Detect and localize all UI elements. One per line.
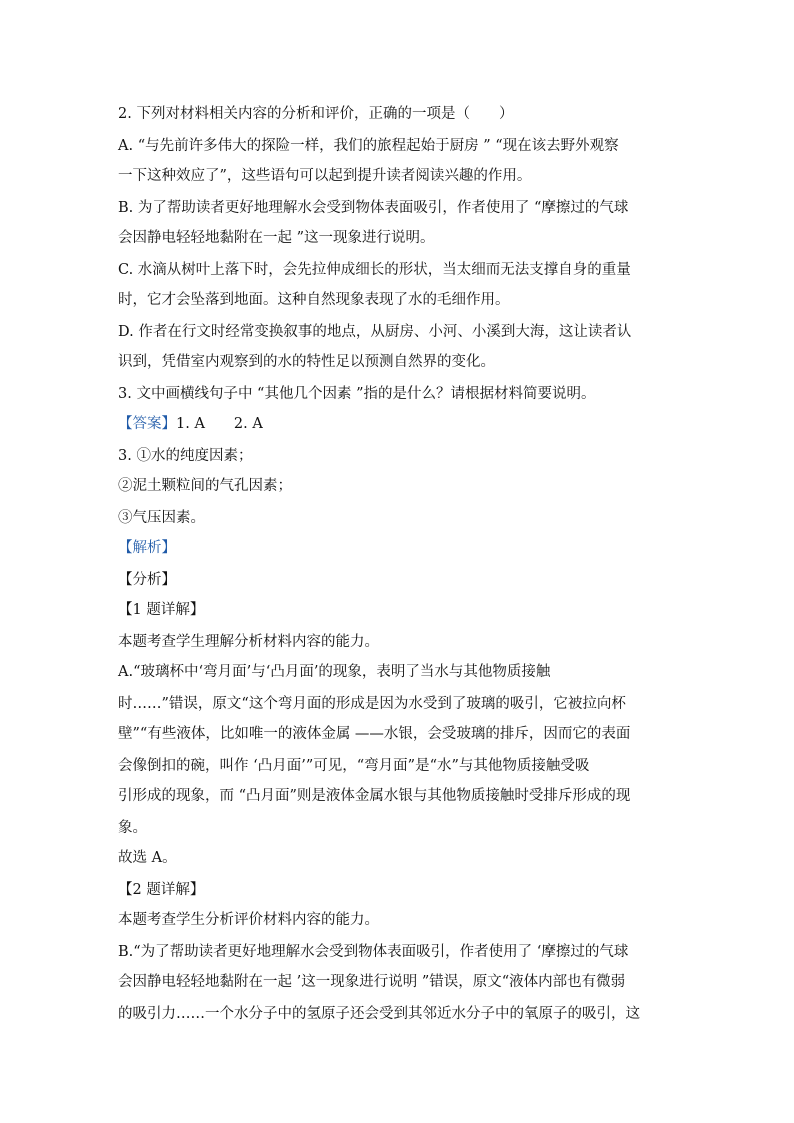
option-c-line-2: 时，它才会坠落到地面。这种自然现象表现了水的毛细作用。 [118,292,510,308]
answer-tag: 【答案】 [118,416,176,432]
option-c-line-1: C. 水滴从树叶上落下时，会先拉伸成细长的形状，当太细而无法支撑自身的重量 [118,262,631,278]
option-a-line-1: A. “与先前许多伟大的探险一样，我们的旅程起始于厨房 ” “现在该去野外观察 [118,138,619,154]
option-a-line-2: 一下这种效应了”，这些语句可以起到提升读者阅读兴趣的作用。 [118,168,532,184]
q1-line-4: 壁”“有些液体，比如唯一的液体金属 ——水银，会受玻璃的排斥，因而它的表面 [118,726,631,742]
option-d-line-2: 识到，凭借室内观察到的水的特性足以预测自然界的变化。 [118,354,495,370]
q1-line-3: 时……”错误，原文“这个弯月面的形成是因为水受到了玻璃的吸引，它被拉向杯 [118,696,626,712]
answer-3-line-1: 3. ①水的纯度因素； [118,448,253,464]
option-b-line-2: 会因静电轻轻地黏附在一起 ”这一现象进行说明。 [118,230,435,246]
answer-line [118,414,263,434]
q1-line-1: 本题考查学生理解分析材料内容的能力。 [118,634,379,650]
option-b-line-1: B. 为了帮助读者更好地理解水会受到物体表面吸引，作者使用了 “摩擦过的气球 [118,200,629,216]
q1-line-5: 会像倒扣的碗，叫作 ‘凸月面’”可见，“弯月面”是“水”与其他物质接触受吸 [118,758,590,774]
q2-line-4: 的吸引力……一个水分子中的氢原子还会受到其邻近水分子中的氧原子的吸引，这 [118,1006,640,1022]
answer-3-line-2: ②泥土颗粒间的气孔因素； [118,478,292,494]
q2-line-3: 会因静电轻轻地黏附在一起 ’这一现象进行说明 ”错误，原文“液体内部也有微弱 [118,974,626,990]
question-3: 3. 文中画横线句子中 “其他几个因素 ”指的是什么？请根据材料简要说明。 [118,386,596,402]
q1-heading: 【1 题详解】 [118,602,205,618]
analysis-tag: 【解析】 [118,540,176,556]
question-2: 2. 下列对材料相关内容的分析和评价，正确的一项是（ ） [118,106,514,122]
q2-line-2: B.“为了帮助读者更好地理解水会受到物体表面吸引，作者使用了 ‘摩擦过的气球 [118,944,629,960]
q1-line-2: A.“玻璃杯中‘弯月面’与‘凸月面’的现象，表明了当水与其他物质接触 [118,664,551,680]
q1-line-7: 象。 [118,820,147,836]
answer-3-line-3: ③气压因素。 [118,510,205,526]
fenxi-heading: 【分析】 [118,572,176,588]
q1-line-6: 引形成的现象，而 “凸月面”则是液体金属水银与其他物质接触时受排斥形成的现 [118,788,631,804]
q1-line-8: 故选 A。 [118,850,177,866]
q2-line-1: 本题考查学生分析评价材料内容的能力。 [118,912,379,928]
q2-heading: 【2 题详解】 [118,882,205,898]
answer-text: 1. A 2. A [176,416,263,432]
option-d-line-1: D. 作者在行文时经常变换叙事的地点，从厨房、小河、小溪到大海，这让读者认 [118,324,632,340]
